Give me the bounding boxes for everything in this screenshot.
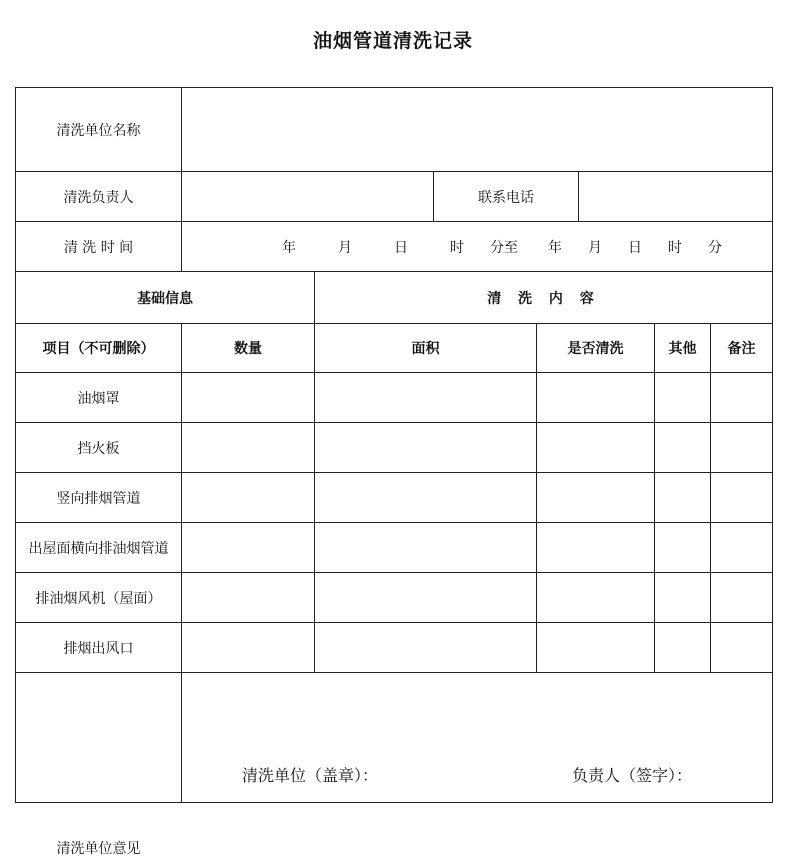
person-field[interactable] bbox=[182, 172, 434, 222]
row-quantity-cell[interactable] bbox=[182, 423, 315, 473]
section-header-row bbox=[16, 272, 773, 324]
time-year-start: 年 bbox=[282, 239, 296, 256]
column-header-row bbox=[16, 324, 773, 373]
row-cleaned-cell[interactable] bbox=[537, 623, 655, 673]
sign-person-label: 负责人（签字）： bbox=[572, 766, 693, 785]
time-day-start: 日 bbox=[394, 239, 408, 256]
row-quantity-cell[interactable] bbox=[182, 473, 315, 523]
row-area-cell[interactable] bbox=[315, 373, 537, 423]
row-quantity-cell[interactable] bbox=[182, 623, 315, 673]
row-other-cell[interactable] bbox=[655, 423, 711, 473]
table-row bbox=[16, 623, 773, 673]
row-item-label: 竖向排烟管道 bbox=[16, 473, 182, 523]
row-remark-cell[interactable] bbox=[711, 573, 773, 623]
sign-unit-label: 清洗单位（盖章）： bbox=[242, 766, 379, 785]
row-cleaned-cell[interactable] bbox=[537, 473, 655, 523]
table-row bbox=[16, 423, 773, 473]
col-item: 项目（不可删除） bbox=[16, 324, 182, 373]
cleaning-record-table bbox=[15, 87, 773, 857]
row-quantity-cell[interactable] bbox=[182, 373, 315, 423]
row-remark-cell[interactable] bbox=[711, 473, 773, 523]
table-row bbox=[16, 523, 773, 573]
table-row bbox=[16, 473, 773, 523]
row-area-cell[interactable] bbox=[315, 523, 537, 573]
row-remark-cell[interactable] bbox=[711, 523, 773, 573]
opinion-row bbox=[16, 673, 773, 803]
person-row bbox=[16, 172, 773, 222]
opinion-field[interactable] bbox=[182, 673, 773, 803]
time-row bbox=[16, 222, 773, 272]
row-cleaned-cell[interactable] bbox=[537, 373, 655, 423]
document-title: 油烟管道清洗记录 bbox=[312, 30, 473, 52]
row-item-label: 排油烟风机（屋面） bbox=[16, 573, 182, 623]
time-month-end: 月 bbox=[588, 239, 602, 256]
col-area: 面积 bbox=[315, 324, 537, 373]
person-label: 清洗负责人 bbox=[16, 172, 182, 222]
time-day-end: 日 bbox=[628, 239, 642, 256]
unit-name-field[interactable] bbox=[182, 88, 773, 172]
col-cleaned: 是否清洗 bbox=[537, 324, 655, 373]
row-cleaned-cell[interactable] bbox=[537, 573, 655, 623]
row-area-cell[interactable] bbox=[315, 473, 537, 523]
opinion-label-cell bbox=[16, 673, 182, 857]
time-month-start: 月 bbox=[338, 239, 352, 256]
unit-name-label: 清洗单位名称 bbox=[16, 88, 182, 172]
unit-name-row bbox=[16, 88, 773, 172]
row-other-cell[interactable] bbox=[655, 523, 711, 573]
row-quantity-cell[interactable] bbox=[182, 523, 315, 573]
row-cleaned-cell[interactable] bbox=[537, 423, 655, 473]
row-area-cell[interactable] bbox=[315, 573, 537, 623]
opinion-label: 清洗单位意见 bbox=[56, 840, 141, 857]
col-quantity: 数量 bbox=[182, 324, 315, 373]
row-item-label: 油烟罩 bbox=[16, 373, 182, 423]
section-basic-info: 基础信息 bbox=[16, 272, 315, 324]
row-other-cell[interactable] bbox=[655, 623, 711, 673]
time-minute-end: 分 bbox=[708, 239, 722, 256]
time-year-end: 年 bbox=[548, 239, 562, 256]
row-other-cell[interactable] bbox=[655, 473, 711, 523]
row-area-cell[interactable] bbox=[315, 423, 537, 473]
row-other-cell[interactable] bbox=[655, 573, 711, 623]
phone-label: 联系电话 bbox=[434, 172, 579, 222]
row-cleaned-cell[interactable] bbox=[537, 523, 655, 573]
row-remark-cell[interactable] bbox=[711, 373, 773, 423]
table-row bbox=[16, 573, 773, 623]
row-other-cell[interactable] bbox=[655, 373, 711, 423]
time-hour-start: 时 bbox=[450, 239, 464, 256]
row-item-label: 挡火板 bbox=[16, 423, 182, 473]
row-item-label: 排烟出风口 bbox=[16, 623, 182, 673]
row-remark-cell[interactable] bbox=[711, 423, 773, 473]
col-remark: 备注 bbox=[711, 324, 773, 373]
section-cleaning-content: 清 洗 内 容 bbox=[315, 272, 773, 324]
time-hour-end: 时 bbox=[668, 239, 682, 256]
row-quantity-cell[interactable] bbox=[182, 573, 315, 623]
table-row bbox=[16, 373, 773, 423]
col-other: 其他 bbox=[655, 324, 711, 373]
row-area-cell[interactable] bbox=[315, 623, 537, 673]
row-remark-cell[interactable] bbox=[711, 623, 773, 673]
phone-field[interactable] bbox=[579, 172, 773, 222]
row-item-label: 出屋面横向排油烟管道 bbox=[16, 523, 182, 573]
time-label: 清 洗 时 间 bbox=[16, 222, 182, 272]
time-minute-to: 分至 bbox=[490, 239, 518, 256]
time-field[interactable] bbox=[182, 222, 773, 272]
